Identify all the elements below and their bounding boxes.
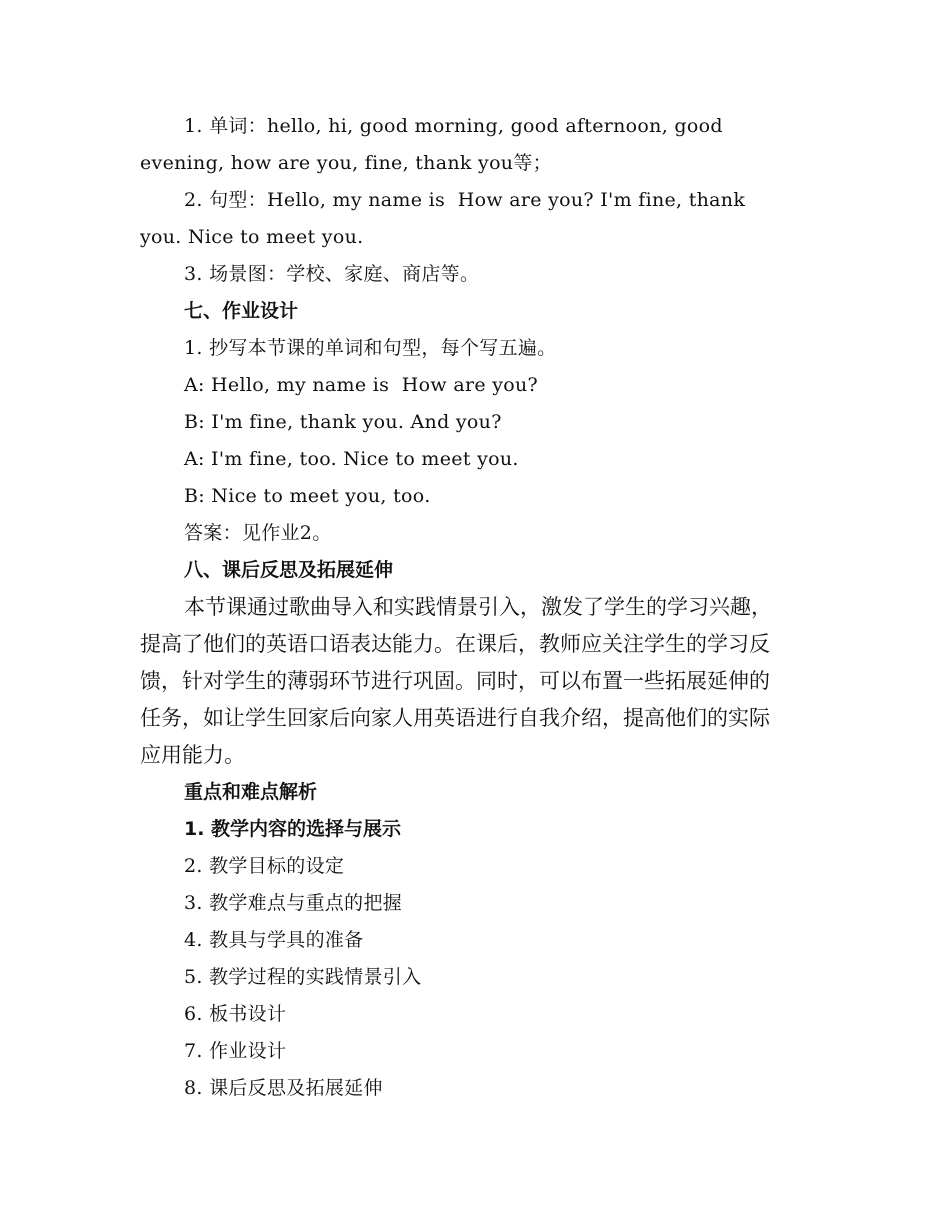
homework-item-1: 1. 抄写本节课的单词和句型，每个写五遍。 [184,337,557,359]
reflection-line: 馈，针对学生的薄弱环节进行巩固。同时，可以布置一些拓展延伸的 [140,669,770,693]
dialog-line: A: Hello, my name is How are you? [184,374,539,396]
reflection-line: 应用能力。 [140,743,245,767]
pattern-line-1: 2. 句型：Hello, my name is How are you? I'm fine, thank [184,189,746,211]
document-body [140,108,792,1107]
analysis-item: 6. 板书设计 [184,1003,287,1025]
analysis-item: 2. 教学目标的设定 [184,855,345,877]
analysis-item: 4. 教具与学具的准备 [184,929,364,951]
reflection-line: 任务，如让学生回家后向家人用英语进行自我介绍，提高他们的实际 [140,706,770,730]
analysis-heading: 重点和难点解析 [184,781,318,803]
reflection-line: 本节课通过歌曲导入和实践情景引入，激发了学生的学习兴趣， [184,595,772,619]
vocab-line-2: evening, how are you, fine, thank you等； [140,152,552,174]
analysis-item: 7. 作业设计 [184,1040,287,1062]
dialog-line: B: I'm fine, thank you. And you? [184,411,502,433]
pattern-line-2: you. Nice to meet you. [140,226,364,248]
reflection-line: 提高了他们的英语口语表达能力。在课后，教师应关注学生的学习反 [140,632,770,656]
answer-line: 答案：见作业2。 [184,522,332,544]
dialog-line: A: I'm fine, too. Nice to meet you. [184,448,519,470]
section-7-heading: 七、作业设计 [184,300,299,322]
analysis-item: 8. 课后反思及拓展延伸 [184,1077,383,1099]
analysis-item: 5. 教学过程的实践情景引入 [184,966,422,988]
vocab-line-1: 1. 单词：hello, hi, good morning, good afternoon, good [184,115,723,137]
analysis-item-1: 1. 教学内容的选择与展示 [184,818,402,840]
analysis-item: 3. 教学难点与重点的把握 [184,892,403,914]
scene-line: 3. 场景图：学校、家庭、商店等。 [184,263,480,285]
section-8-heading: 八、课后反思及拓展延伸 [184,559,394,581]
dialog-line: B: Nice to meet you, too. [184,485,431,507]
